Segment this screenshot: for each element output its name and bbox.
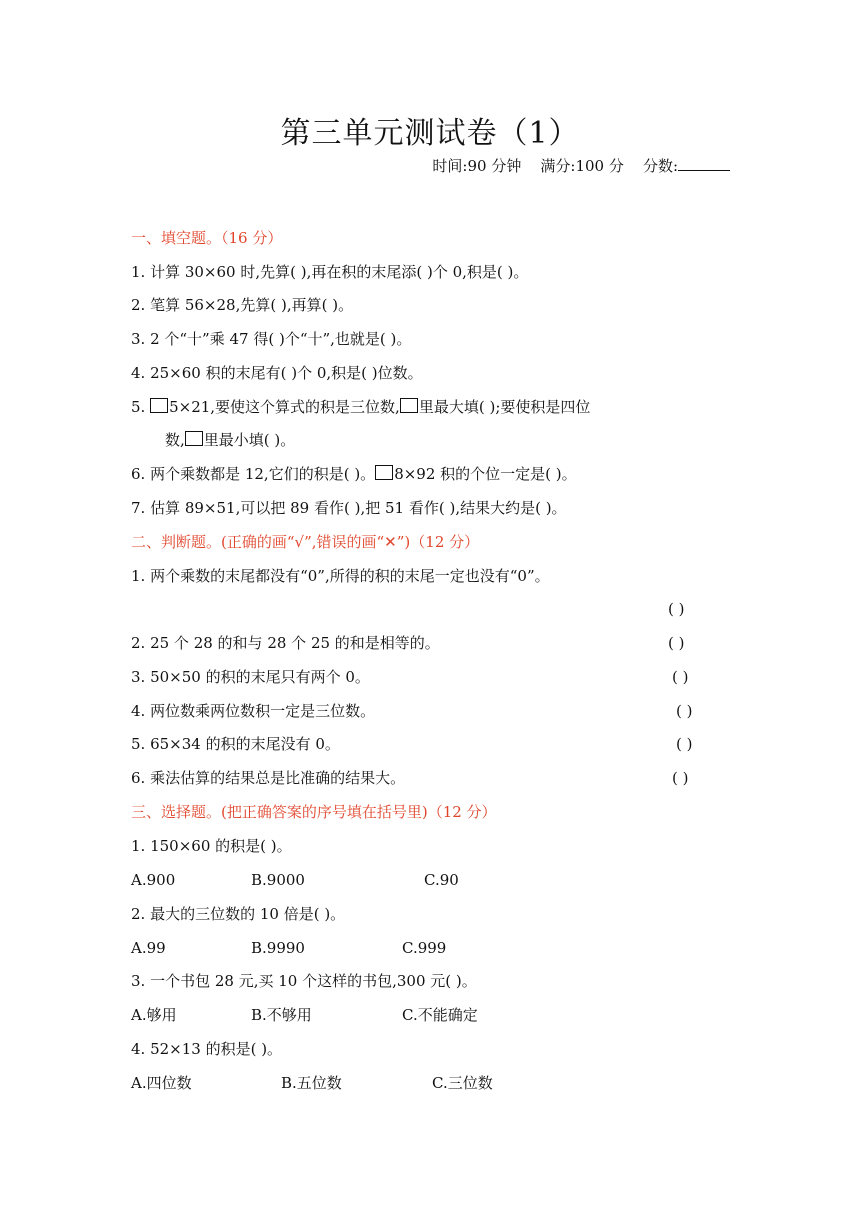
s2-answer-1[interactable]: ( ) <box>668 600 685 618</box>
s1-question-5 <box>131 397 590 417</box>
s1-question-3: 3. 2 个“十”乘 47 得( )个“十”,也就是( )。 <box>131 330 412 348</box>
s2-item-4: 4. 两位数乘两位数积一定是三位数。 <box>131 702 376 720</box>
s1-q6-end: 8×92 积的个位一定是( )。 <box>394 465 577 483</box>
time-limit: 时间:90 分钟 <box>432 157 522 175</box>
section-2-heading: 二、判断题。(正确的画“√”,错误的画“✕”)（12 分） <box>131 533 480 551</box>
s3-q2-option-b: B.9990 <box>251 939 305 957</box>
section-1-heading: 一、填空题。（16 分） <box>131 229 283 247</box>
s3-q1-option-a: A.900 <box>131 871 176 889</box>
s1-q5b-prefix: 数, <box>165 431 185 449</box>
s1-question-4: 4. 25×60 积的末尾有( )个 0,积是( )位数。 <box>131 364 423 382</box>
exam-meta <box>432 155 730 176</box>
s3-q3-option-c: C.不能确定 <box>402 1006 478 1024</box>
blank-box-icon[interactable] <box>150 398 168 413</box>
blank-box-icon[interactable] <box>400 398 418 413</box>
s1-question-6 <box>131 464 577 484</box>
s3-q2-option-c: C.999 <box>402 939 447 957</box>
s2-item-6: 6. 乘法估算的结果总是比准确的结果大。 <box>131 769 406 787</box>
s3-question-1: 1. 150×60 的积是( )。 <box>131 837 292 855</box>
s1-question-1: 1. 计算 30×60 时,先算( ),再在积的末尾添( )个 0,积是( )。 <box>131 263 529 281</box>
s2-item-2: 2. 25 个 28 的和与 28 个 25 的和是相等的。 <box>131 634 440 652</box>
s3-q3-option-a: A.够用 <box>131 1006 177 1024</box>
s1-q5-prefix: 5. <box>131 398 151 416</box>
s1-q5-end: 里最大填( );要使积是四位 <box>418 398 591 416</box>
s1-q5b-end: 里最小填( )。 <box>203 431 296 449</box>
s2-item-5: 5. 65×34 的积的末尾没有 0。 <box>131 735 340 753</box>
blank-box-icon[interactable] <box>185 431 203 446</box>
section-3-heading: 三、选择题。(把正确答案的序号填在括号里)（12 分） <box>131 803 497 821</box>
page-title: 第三单元测试卷（1） <box>280 116 580 151</box>
s3-question-3: 3. 一个书包 28 元,买 10 个这样的书包,300 元( )。 <box>131 972 477 990</box>
s1-q5-middle: 5×21,要使这个算式的积是三位数, <box>169 398 400 416</box>
score-blank[interactable] <box>678 156 730 171</box>
s3-q3-option-b: B.不够用 <box>251 1006 312 1024</box>
s2-item-1: 1. 两个乘数的末尾都没有“0”,所得的积的末尾一定也没有“0”。 <box>131 567 550 585</box>
s3-q4-option-c: C.三位数 <box>432 1074 493 1092</box>
s2-answer-5[interactable]: ( ) <box>676 735 693 753</box>
s1-q6-start: 6. 两个乘数都是 12,它们的积是( )。 <box>131 465 376 483</box>
s3-question-4: 4. 52×13 的积是( )。 <box>131 1040 283 1058</box>
s1-question-5-cont <box>165 430 295 450</box>
s3-question-2: 2. 最大的三位数的 10 倍是( )。 <box>131 905 346 923</box>
s2-item-3: 3. 50×50 的积的末尾只有两个 0。 <box>131 668 370 686</box>
blank-box-icon[interactable] <box>375 465 393 480</box>
score-label: 分数: <box>642 157 678 175</box>
s2-answer-3[interactable]: ( ) <box>672 668 689 686</box>
s3-q1-option-c: C.90 <box>424 871 459 889</box>
s2-answer-4[interactable]: ( ) <box>676 702 693 720</box>
s2-answer-2[interactable]: ( ) <box>668 634 685 652</box>
s2-answer-6[interactable]: ( ) <box>672 769 689 787</box>
s3-q2-option-a: A.99 <box>131 939 166 957</box>
s1-question-7: 7. 估算 89×51,可以把 89 看作( ),把 51 看作( ),结果大约是( )。 <box>131 499 567 517</box>
full-score: 满分:100 分 <box>540 157 624 175</box>
s3-q4-option-a: A.四位数 <box>131 1074 192 1092</box>
s3-q1-option-b: B.9000 <box>251 871 305 889</box>
s1-question-2: 2. 笔算 56×28,先算( ),再算( )。 <box>131 296 354 314</box>
s3-q4-option-b: B.五位数 <box>281 1074 342 1092</box>
